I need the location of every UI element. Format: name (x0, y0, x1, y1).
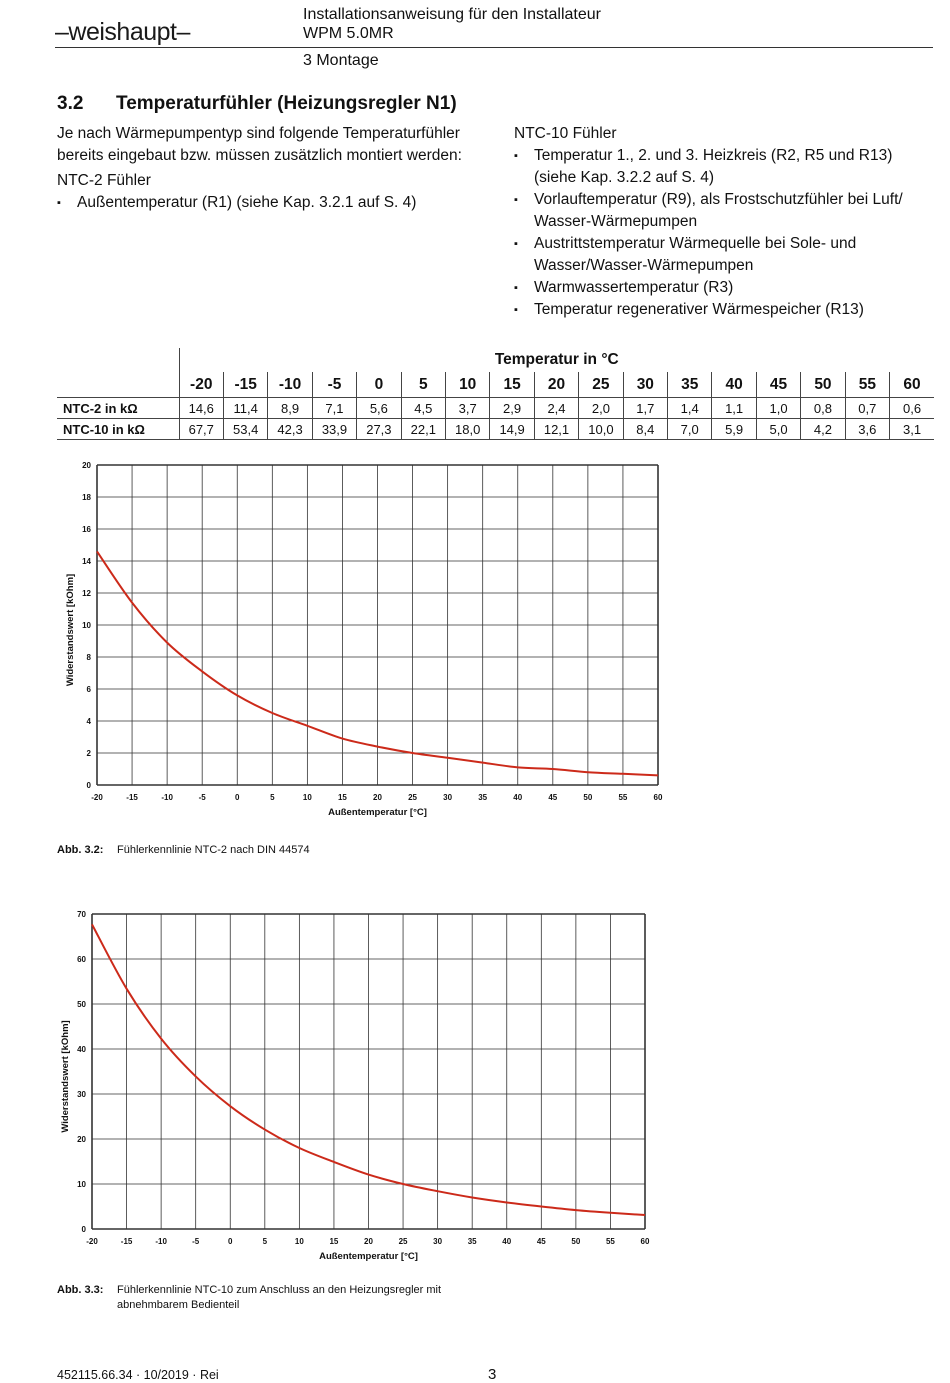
ntc2-list (57, 192, 482, 214)
left-column (57, 123, 482, 214)
x-tick-label: 35 (478, 793, 488, 802)
x-tick-label: 55 (618, 793, 628, 802)
header-doc-info (303, 5, 601, 43)
temperature-cell: 40 (712, 372, 756, 398)
temperature-cell: 10 (445, 372, 489, 398)
y-axis-label: Widerstandswert [kOhm] (65, 573, 76, 687)
y-tick-label: 10 (82, 621, 91, 630)
table-cell: 2,9 (490, 398, 534, 419)
ntc10-list (514, 145, 934, 321)
temperature-cell: -10 (268, 372, 312, 398)
ntc10-chart (55, 905, 675, 1265)
x-tick-label: 40 (502, 1237, 512, 1246)
table-cell: 27,3 (357, 419, 401, 440)
table-title: Temperatur in °C (179, 348, 934, 372)
list-item: ▪ Temperatur regenerativer Wärmespeicher (R13) (514, 299, 934, 321)
x-tick-label: 45 (548, 793, 558, 802)
y-tick-label: 40 (77, 1045, 86, 1054)
y-tick-label: 20 (77, 1135, 86, 1144)
x-tick-label: 15 (329, 1237, 339, 1246)
temperature-cell: -20 (179, 372, 223, 398)
y-tick-label: 60 (77, 955, 86, 964)
x-tick-label: 15 (337, 793, 347, 802)
temperature-cell: 55 (845, 372, 889, 398)
y-tick-label: 18 (82, 493, 91, 502)
x-tick-label: 10 (302, 793, 312, 802)
chapter-label: 3 Montage (303, 52, 379, 69)
x-tick-label: 55 (605, 1237, 615, 1246)
y-tick-label: 10 (77, 1180, 86, 1189)
table-cell: 12,1 (534, 419, 578, 440)
x-tick-label: 45 (536, 1237, 546, 1246)
temperature-cell: 60 (890, 372, 934, 398)
table-cell: 42,3 (268, 419, 312, 440)
table-row (57, 419, 934, 440)
ntc2-heading: NTC-2 Fühler (57, 172, 151, 189)
x-tick-label: 25 (408, 793, 418, 802)
y-tick-label: 0 (86, 781, 91, 790)
y-tick-label: 14 (82, 557, 91, 566)
table-cell: 4,2 (801, 419, 845, 440)
table-cell: 3,1 (890, 419, 934, 440)
table-cell: 33,9 (312, 419, 356, 440)
figure-caption (57, 844, 310, 856)
x-tick-label: -10 (161, 793, 173, 802)
y-tick-label: 16 (82, 525, 91, 534)
caption-text: Fühlerkennlinie NTC-10 zum Anschluss an den Heizungsregler mit abnehmbarem Bedienteil (117, 1284, 442, 1311)
temperature-cell: 50 (801, 372, 845, 398)
y-tick-label: 12 (82, 589, 91, 598)
list-item: ▪ Außentemperatur (R1) (siehe Kap. 3.2.1 auf S. 4) (57, 192, 482, 214)
table-cell: 18,0 (445, 419, 489, 440)
row-label: NTC-10 in kΩ (57, 419, 179, 440)
section-number: 3.2 (57, 93, 84, 114)
weishaupt-logo: –weishaupt– (55, 18, 190, 46)
caption-label: Abb. 3.2: (57, 844, 104, 856)
x-tick-label: -20 (86, 1237, 98, 1246)
caption-label: Abb. 3.3: (57, 1284, 104, 1296)
list-item: ▪ Vorlauftemperatur (R9), als Frostschutzfühler bei Luft/ Wasser-Wärmepumpen (514, 189, 934, 233)
x-tick-label: 40 (513, 793, 523, 802)
x-tick-label: 50 (571, 1237, 581, 1246)
temperature-cell: 15 (490, 372, 534, 398)
y-tick-label: 70 (77, 910, 86, 919)
temperature-cell: 30 (623, 372, 667, 398)
right-column (514, 123, 934, 321)
page-number: 3 (488, 1366, 497, 1383)
x-tick-label: 20 (364, 1237, 373, 1246)
table-cell: 67,7 (179, 419, 223, 440)
table-cell: 22,1 (401, 419, 445, 440)
table-cell: 0,6 (890, 398, 934, 419)
section-title (57, 93, 457, 115)
intro-paragraph: Je nach Wärmepumpentyp sind folgende Temperaturfühler bereits eingebaut bzw. müssen zusätzlich montiert werden: (57, 125, 462, 164)
y-tick-label: 2 (86, 749, 91, 758)
table-cell: 3,7 (445, 398, 489, 419)
y-tick-label: 8 (86, 653, 91, 662)
table-cell: 2,0 (579, 398, 623, 419)
x-tick-label: 30 (443, 793, 453, 802)
x-tick-label: 50 (583, 793, 593, 802)
caption-text: Fühlerkennlinie NTC-2 nach DIN 44574 (117, 844, 310, 856)
y-tick-label: 30 (77, 1090, 86, 1099)
temperature-cell: -15 (223, 372, 267, 398)
table-cell: 7,1 (312, 398, 356, 419)
x-tick-label: -5 (198, 793, 206, 802)
table-cell: 10,0 (579, 419, 623, 440)
table-cell: 5,0 (756, 419, 800, 440)
list-item: ▪ Temperatur 1., 2. und 3. Heizkreis (R2, R5 und R13) (siehe Kap. 3.2.2 auf S. 4) (514, 145, 934, 189)
temperature-cell: 5 (401, 372, 445, 398)
section-title-text: Temperaturfühler (Heizungsregler N1) (116, 93, 457, 114)
list-item: ▪ Warmwassertemperatur (R3) (514, 277, 934, 299)
x-tick-label: 30 (433, 1237, 443, 1246)
document-number: 452115.66.34 · 10/2019 · Rei (57, 1368, 219, 1382)
temperature-header-row (57, 372, 934, 398)
y-tick-label: 4 (86, 717, 91, 726)
x-tick-label: 0 (235, 793, 240, 802)
table-cell: 8,4 (623, 419, 667, 440)
x-tick-label: 10 (294, 1237, 304, 1246)
table-cell: 14,6 (179, 398, 223, 419)
product-name: WPM 5.0MR (303, 25, 394, 42)
table-cell: 1,0 (756, 398, 800, 419)
table-cell: 4,5 (401, 398, 445, 419)
y-axis-label: Widerstandswert [kOhm] (60, 1020, 71, 1133)
y-tick-label: 50 (77, 1000, 86, 1009)
table-cell: 1,1 (712, 398, 756, 419)
temperature-cell: 35 (668, 372, 712, 398)
temperature-cell: -5 (312, 372, 356, 398)
x-tick-label: -5 (192, 1237, 200, 1246)
temperature-cell: 0 (357, 372, 401, 398)
ntc2-chart (55, 455, 675, 825)
x-tick-label: 0 (228, 1237, 233, 1246)
x-axis-label: Außentemperatur [°C] (319, 1251, 418, 1262)
table-cell: 0,7 (845, 398, 889, 419)
x-tick-label: -15 (126, 793, 138, 802)
list-item: ▪ Austrittstemperatur Wärmequelle bei Sole- und Wasser/Wasser-Wärmepumpen (514, 233, 934, 277)
table-row (57, 398, 934, 419)
x-tick-label: 5 (270, 793, 275, 802)
y-tick-label: 6 (86, 685, 91, 694)
x-tick-label: 20 (373, 793, 382, 802)
y-tick-label: 20 (82, 461, 91, 470)
table-cell: 2,4 (534, 398, 578, 419)
table-cell: 53,4 (223, 419, 267, 440)
temperature-cell: 25 (579, 372, 623, 398)
table-cell: 3,6 (845, 419, 889, 440)
x-tick-label: 25 (398, 1237, 408, 1246)
temperature-cell: 45 (756, 372, 800, 398)
x-axis-label: Außentemperatur [°C] (328, 807, 427, 818)
header-rule (55, 47, 933, 48)
x-tick-label: -15 (120, 1237, 133, 1246)
table-cell: 1,7 (623, 398, 667, 419)
temperature-cell: 20 (534, 372, 578, 398)
ntc10-heading: NTC-10 Fühler (514, 125, 617, 142)
x-tick-label: -20 (91, 793, 103, 802)
table-cell: 5,6 (357, 398, 401, 419)
doc-title: Installationsanweisung für den Installateur (303, 6, 601, 23)
x-tick-label: 35 (467, 1237, 477, 1246)
row-label: NTC-2 in kΩ (57, 398, 179, 419)
x-tick-label: 5 (262, 1237, 268, 1246)
x-tick-label: 60 (640, 1237, 650, 1246)
table-cell: 14,9 (490, 419, 534, 440)
figure-caption (57, 1283, 497, 1313)
table-cell: 0,8 (801, 398, 845, 419)
table-cell: 8,9 (268, 398, 312, 419)
x-tick-label: -10 (155, 1237, 167, 1246)
y-tick-label: 0 (81, 1225, 86, 1234)
table-cell: 5,9 (712, 419, 756, 440)
table-cell: 11,4 (223, 398, 267, 419)
table-cell: 1,4 (668, 398, 712, 419)
resistance-table (57, 348, 934, 440)
x-tick-label: 60 (653, 793, 663, 802)
table-cell: 7,0 (668, 419, 712, 440)
